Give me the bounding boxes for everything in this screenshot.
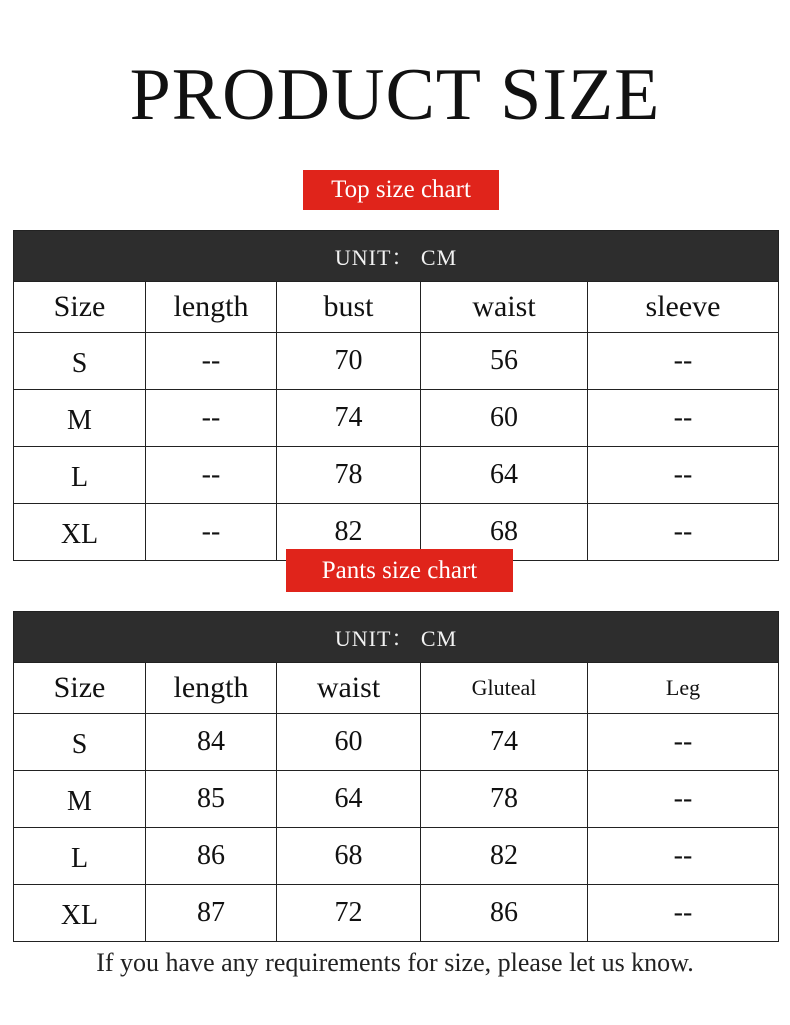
header-gluteal: Gluteal <box>421 663 588 714</box>
header-length: length <box>146 282 277 333</box>
length-cell: 84 <box>146 714 277 771</box>
header-length: length <box>146 663 277 714</box>
length-cell: 86 <box>146 828 277 885</box>
top-size-table <box>13 230 779 561</box>
pants-size-chart-badge: Pants size chart <box>286 549 513 592</box>
size-cell: L <box>14 828 146 885</box>
top-size-chart-badge: Top size chart <box>303 170 499 210</box>
waist-cell: 64 <box>277 771 421 828</box>
size-cell: XL <box>14 885 146 942</box>
size-cell: S <box>14 333 146 390</box>
size-cell: M <box>14 390 146 447</box>
gluteal-cell: 86 <box>421 885 588 942</box>
table-row <box>14 333 779 390</box>
table-row <box>14 771 779 828</box>
waist-cell: 64 <box>421 447 588 504</box>
size-cell: S <box>14 714 146 771</box>
size-cell: XL <box>14 504 146 561</box>
waist-cell: 60 <box>277 714 421 771</box>
length-cell: 85 <box>146 771 277 828</box>
waist-cell: 68 <box>421 504 588 561</box>
header-sleeve: sleeve <box>588 282 779 333</box>
sleeve-cell: -- <box>588 333 779 390</box>
bust-cell: 70 <box>277 333 421 390</box>
header-leg: Leg <box>588 663 779 714</box>
header-waist: waist <box>277 663 421 714</box>
table-row <box>14 885 779 942</box>
unit-row <box>14 612 779 663</box>
leg-cell: -- <box>588 714 779 771</box>
header-size: Size <box>14 282 146 333</box>
table-row <box>14 390 779 447</box>
length-cell: -- <box>146 447 277 504</box>
leg-cell: -- <box>588 771 779 828</box>
waist-cell: 72 <box>277 885 421 942</box>
length-cell: -- <box>146 333 277 390</box>
bust-cell: 74 <box>277 390 421 447</box>
length-cell: -- <box>146 504 277 561</box>
gluteal-cell: 78 <box>421 771 588 828</box>
page-title: PRODUCT SIZE <box>129 54 661 136</box>
unit-label: UNIT： CM <box>14 612 779 663</box>
sleeve-cell: -- <box>588 504 779 561</box>
pants-size-table <box>13 611 779 942</box>
length-cell: -- <box>146 390 277 447</box>
header-row <box>14 282 779 333</box>
length-cell: 87 <box>146 885 277 942</box>
table-row <box>14 714 779 771</box>
leg-cell: -- <box>588 885 779 942</box>
gluteal-cell: 82 <box>421 828 588 885</box>
bust-cell: 78 <box>277 447 421 504</box>
bust-cell: 82 <box>277 504 421 561</box>
header-bust: bust <box>277 282 421 333</box>
waist-cell: 56 <box>421 333 588 390</box>
unit-label: UNIT： CM <box>14 231 779 282</box>
table-row <box>14 828 779 885</box>
header-row <box>14 663 779 714</box>
size-cell: L <box>14 447 146 504</box>
size-cell: M <box>14 771 146 828</box>
sleeve-cell: -- <box>588 447 779 504</box>
waist-cell: 68 <box>277 828 421 885</box>
sleeve-cell: -- <box>588 390 779 447</box>
waist-cell: 60 <box>421 390 588 447</box>
header-waist: waist <box>421 282 588 333</box>
gluteal-cell: 74 <box>421 714 588 771</box>
leg-cell: -- <box>588 828 779 885</box>
header-size: Size <box>14 663 146 714</box>
unit-row <box>14 231 779 282</box>
table-row <box>14 447 779 504</box>
size-requirements-note: If you have any requirements for size, please let us know. <box>96 948 694 977</box>
